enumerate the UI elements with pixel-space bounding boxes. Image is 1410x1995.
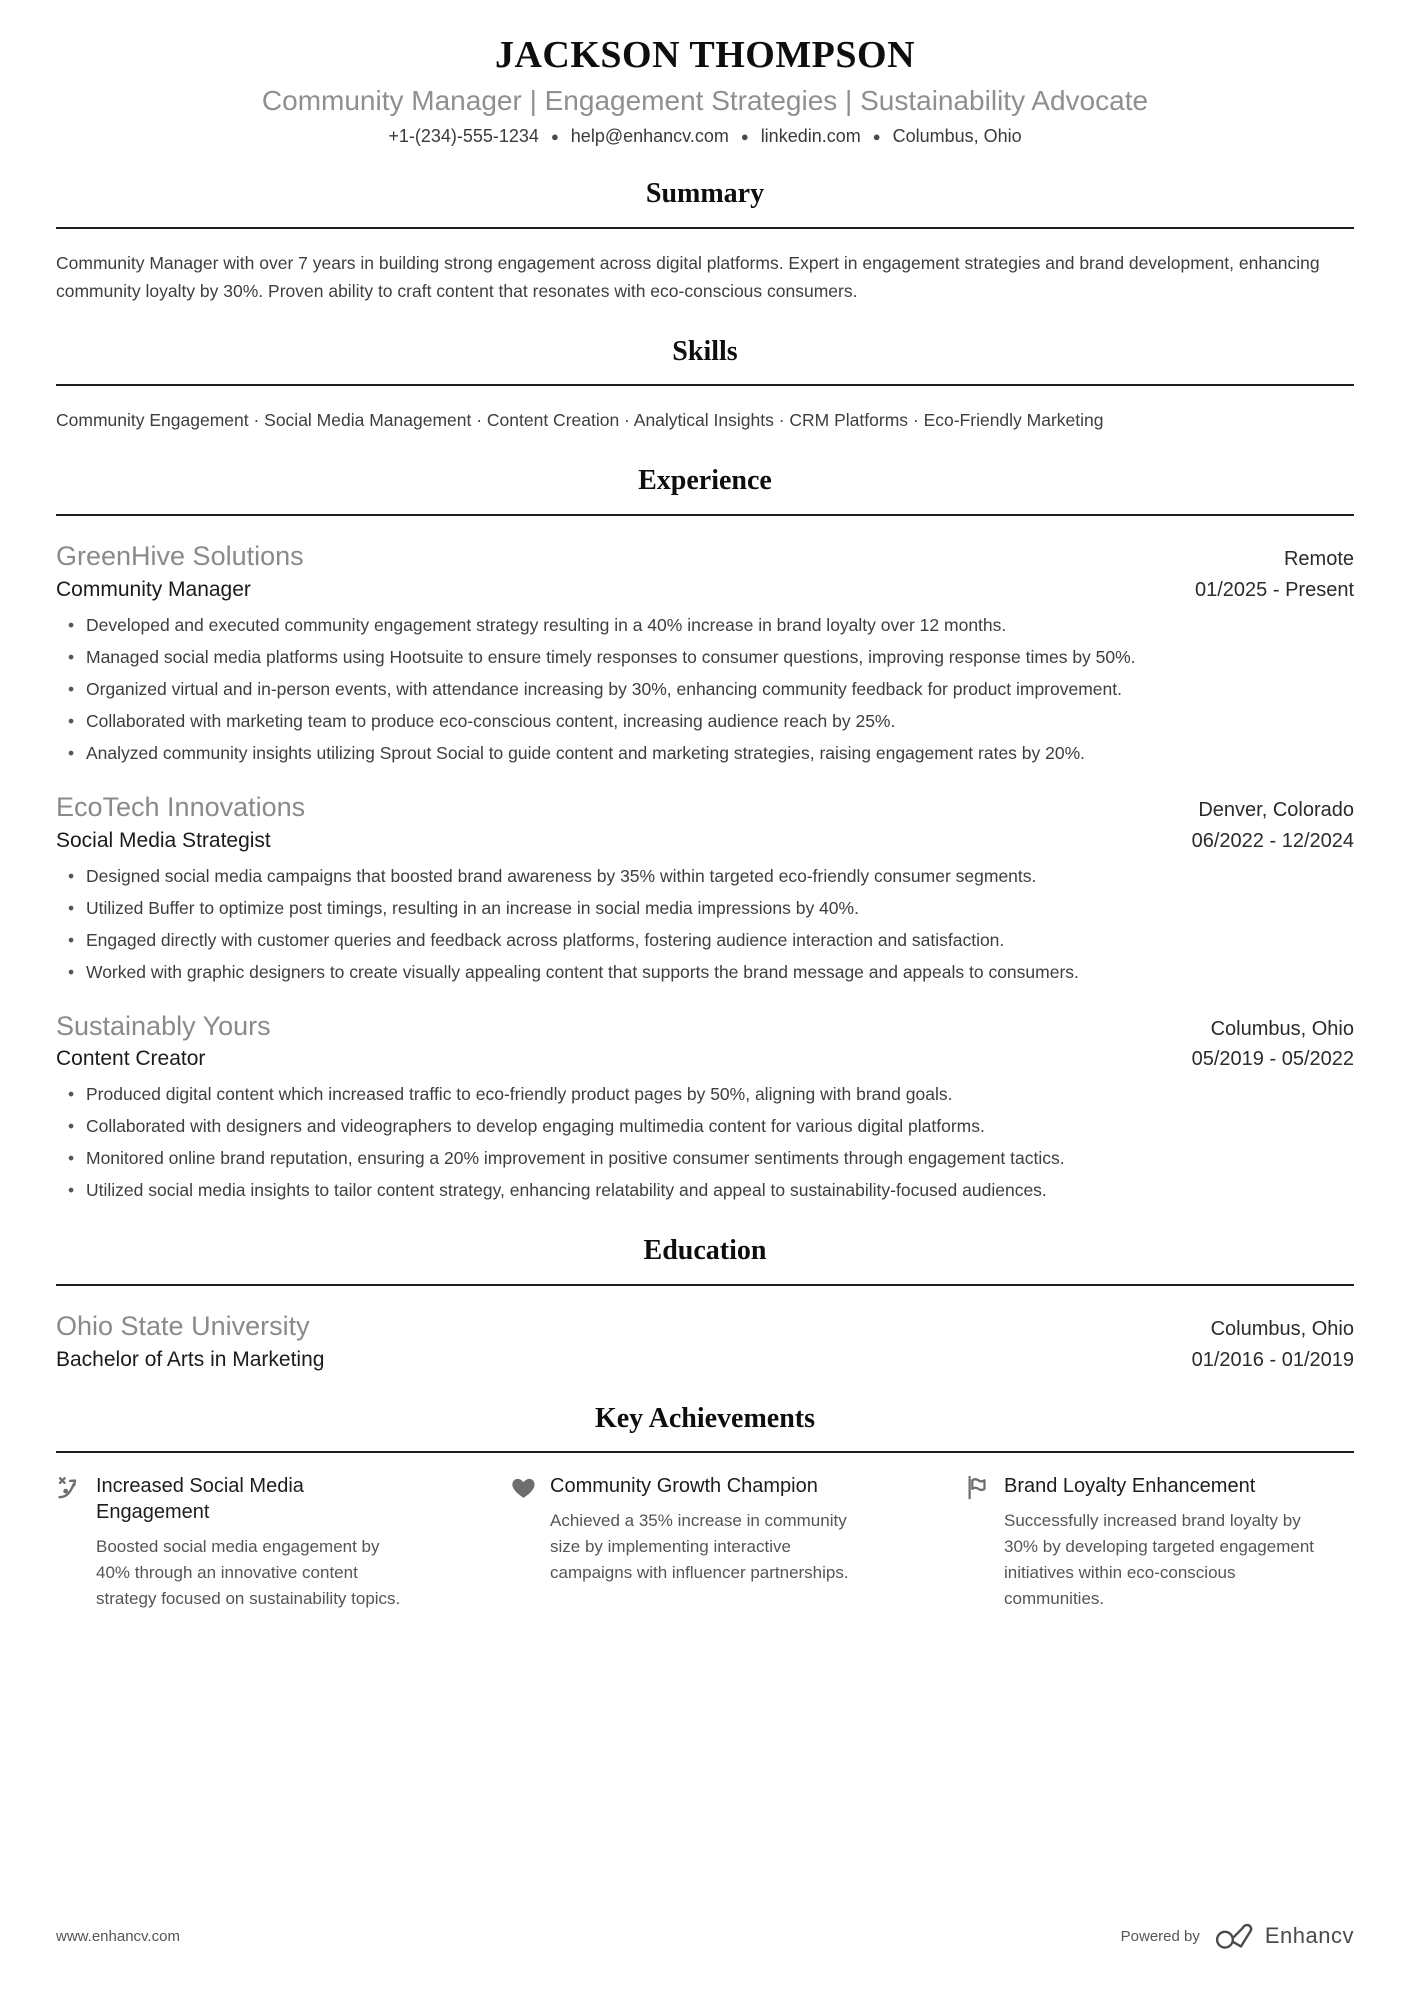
resume-header — [56, 34, 1354, 147]
job-dates: 05/2019 - 05/2022 — [1191, 1048, 1354, 1071]
section-education — [56, 1234, 1354, 1371]
job-bullet: • Collaborated with marketing team to produce eco-conscious content, increasing audience reach by 25%. — [56, 708, 1354, 735]
enhancv-logo[interactable] — [1214, 1921, 1354, 1951]
job-title: Community Manager — [56, 577, 251, 601]
job-dates: 01/2025 - Present — [1195, 578, 1354, 601]
job-bullet: • Utilized social media insights to tailor content strategy, enhancing relatability and appeal to sustainability-focused audiences. — [56, 1177, 1354, 1204]
job-bullet-list — [56, 612, 1354, 767]
section-divider — [56, 514, 1354, 516]
achievements-heading: Key Achievements — [594, 1402, 816, 1434]
dot-separator: ● — [872, 129, 881, 145]
powered-by-group — [1121, 1921, 1354, 1951]
company-name: Sustainably Yours — [56, 1010, 271, 1041]
job-location: Denver, Colorado — [1198, 798, 1354, 821]
dot-separator: ● — [740, 129, 749, 145]
job-bullet-list — [56, 1081, 1354, 1204]
contact-row — [56, 126, 1354, 147]
summary-text: Community Manager with over 7 years in building strong engagement across digital platforms. Expert in engagement strategies and brand development, enhancing community loyalty by 30%. Proven ability to craft content that resonates with eco-conscious consumers. — [56, 252, 1320, 301]
enhancv-url-link[interactable]: www.enhancv.com — [56, 1927, 180, 1945]
company-name: EcoTech Innovations — [56, 791, 306, 822]
job-title: Social Media Strategist — [56, 828, 271, 852]
skills-heading: Skills — [672, 335, 738, 367]
achievement-item — [964, 1473, 1354, 1612]
education-dates: 01/2016 - 01/2019 — [1191, 1348, 1354, 1371]
job-bullet: • Utilized Buffer to optimize post timings, resulting in an increase in social media impressions by 40%. — [56, 895, 1354, 922]
section-achievements — [56, 1402, 1354, 1613]
job-bullet: • Developed and executed community engagement strategy resulting in a 40% increase in brand loyalty over 12 months. — [56, 612, 1354, 639]
dot-separator: ● — [550, 129, 559, 145]
job-bullet: • Monitored online brand reputation, ensuring a 20% improvement in positive consumer sentiments through engagement tactics. — [56, 1145, 1354, 1172]
achievement-title: Increased Social Media Engagement — [96, 1475, 304, 1524]
section-skills — [56, 335, 1354, 435]
experience-entry — [56, 540, 1354, 767]
company-name: GreenHive Solutions — [56, 541, 304, 572]
enhancv-logo-mark — [1214, 1921, 1256, 1951]
job-bullet-list — [56, 863, 1354, 986]
page-footer — [56, 1921, 1354, 1951]
heart-icon — [510, 1474, 537, 1501]
education-heading: Education — [643, 1235, 767, 1267]
section-divider — [56, 1284, 1354, 1286]
experience-entry — [56, 1010, 1354, 1205]
achievement-text: Boosted social media engagement by 40% through an innovative content strategy focused on sustainability topics. — [96, 1537, 401, 1609]
experience-heading: Experience — [638, 465, 772, 497]
job-dates: 06/2022 - 12/2024 — [1191, 829, 1354, 852]
achievements-grid — [56, 1473, 1354, 1612]
flag-icon — [964, 1474, 991, 1501]
enhancv-wordmark: Enhancv — [1264, 1923, 1354, 1948]
school-name: Ohio State University — [56, 1310, 310, 1341]
email-link[interactable]: help@enhancv.com — [570, 126, 729, 147]
achievement-item — [510, 1473, 900, 1612]
job-bullet: • Designed social media campaigns that boosted brand awareness by 35% within targeted eco-friendly consumer segments. — [56, 863, 1354, 890]
job-bullet: • Engaged directly with customer queries and feedback across platforms, fostering audience interaction and satisfaction. — [56, 927, 1354, 954]
section-summary — [56, 177, 1354, 305]
candidate-tagline: Community Manager | Engagement Strategies | Sustainability Advocate — [261, 84, 1149, 116]
section-divider — [56, 384, 1354, 386]
achievement-title: Community Growth Champion — [550, 1475, 818, 1498]
job-bullet: • Analyzed community insights utilizing Sprout Social to guide content and marketing strategies, raising engagement rates by 20%. — [56, 740, 1354, 767]
job-title: Content Creator — [56, 1047, 206, 1071]
achievement-body — [1004, 1473, 1319, 1612]
achievement-title: Brand Loyalty Enhancement — [1004, 1475, 1256, 1498]
linkedin-link[interactable]: linkedin.com — [760, 126, 861, 147]
achievement-text: Successfully increased brand loyalty by 30% by developing targeted engagement initiatives within eco-conscious communities. — [1004, 1511, 1315, 1609]
achievement-body — [550, 1473, 865, 1586]
section-divider — [56, 1451, 1354, 1453]
phone-number: +1-(234)-555-1234 — [388, 126, 539, 147]
education-entry — [56, 1310, 1354, 1372]
location-text: Columbus, Ohio — [892, 126, 1022, 147]
job-bullet: • Produced digital content which increased traffic to eco-friendly product pages by 50%, aligning with brand goals. — [56, 1081, 1354, 1108]
skills-list: Community Engagement · Social Media Management · Content Creation · Analytical Insights · CRM Platforms · Eco-Friendly Marketing — [56, 410, 1104, 431]
achievement-text: Achieved a 35% increase in community size by implementing interactive campaigns with influencer partnerships. — [550, 1511, 849, 1583]
job-location: Columbus, Ohio — [1210, 1017, 1354, 1040]
job-bullet: • Managed social media platforms using Hootsuite to ensure timely responses to consumer questions, improving response times by 50%. — [56, 644, 1354, 671]
strategy-icon — [56, 1474, 83, 1501]
section-experience — [56, 464, 1354, 1204]
achievement-item — [56, 1473, 446, 1612]
powered-by-label: Powered by — [1120, 1927, 1200, 1945]
job-bullet: • Worked with graphic designers to create visually appealing content that supports the brand message and appeals to consumers. — [56, 959, 1354, 986]
job-bullet: • Collaborated with designers and videographers to develop engaging multimedia content for various digital platforms. — [56, 1113, 1354, 1140]
job-location: Remote — [1283, 548, 1354, 571]
school-location: Columbus, Ohio — [1210, 1317, 1354, 1340]
achievement-body — [96, 1473, 411, 1612]
job-bullet: • Organized virtual and in-person events, with attendance increasing by 30%, enhancing community feedback for product improvement. — [56, 676, 1354, 703]
experience-entry — [56, 791, 1354, 986]
summary-heading: Summary — [645, 178, 765, 210]
candidate-name: JACKSON THOMPSON — [494, 34, 916, 76]
section-divider — [56, 227, 1354, 229]
degree-name: Bachelor of Arts in Marketing — [56, 1347, 325, 1371]
